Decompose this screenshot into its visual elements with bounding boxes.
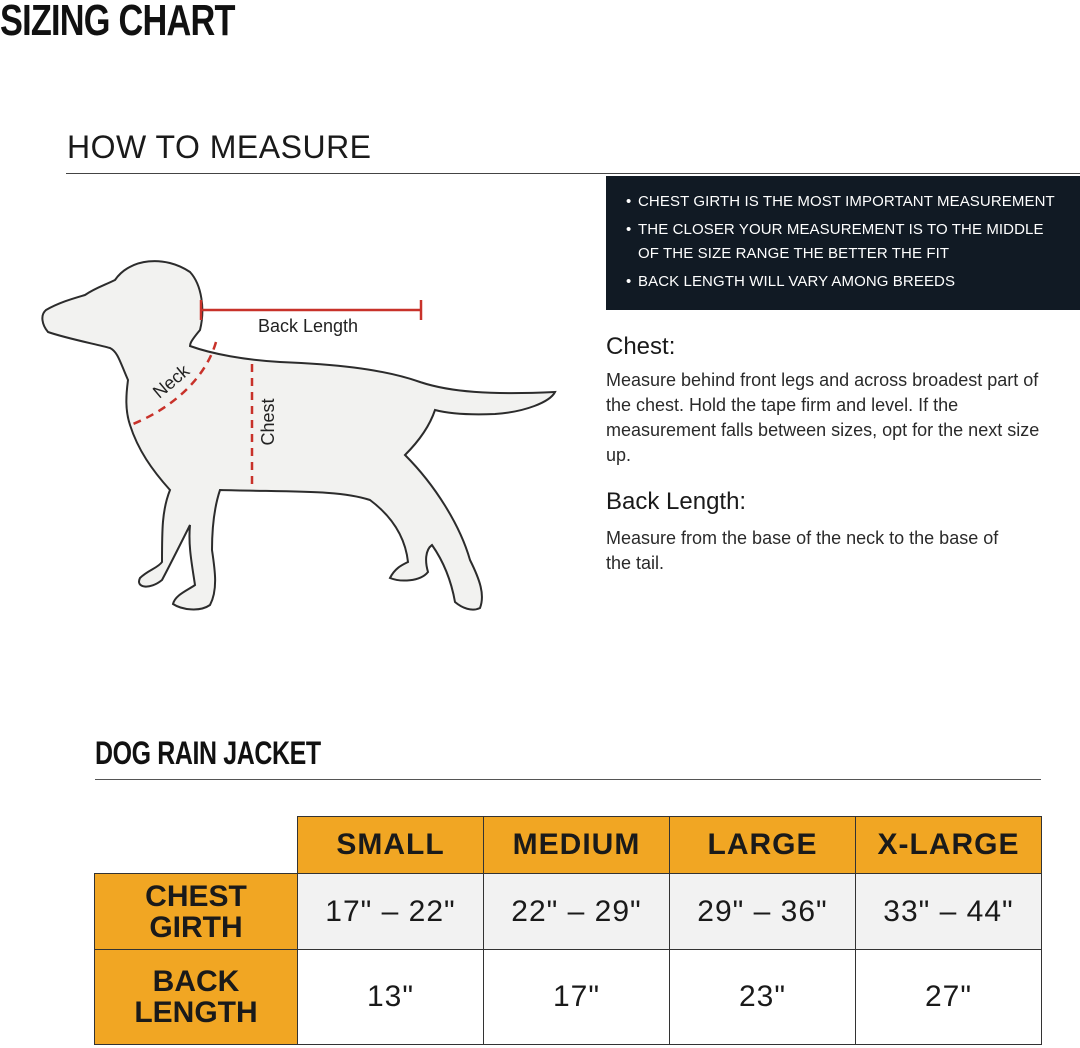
column-header-x-large: X-LARGE <box>856 817 1042 874</box>
column-header-small: SMALL <box>298 817 484 874</box>
back-length-label: Back Length <box>257 316 359 336</box>
note-item: • THE CLOSER YOUR MEASUREMENT IS TO THE MIDDLE OF THE SIZE RANGE THE BETTER THE FIT <box>626 218 1048 266</box>
row-header-chest-girth <box>95 874 298 950</box>
table-cell: 29" – 36" <box>670 874 856 950</box>
note-item: • BACK LENGTH WILL VARY AMONG BREEDS <box>626 270 1062 294</box>
dog-measurement-diagram <box>40 250 570 620</box>
table-cell: 17" <box>484 950 670 1045</box>
table-row <box>95 950 1042 1045</box>
row-header-line: BACK <box>152 965 240 998</box>
table-cell: 17" – 22" <box>298 874 484 950</box>
measurement-notes-box <box>606 176 1080 310</box>
row-header-line: GIRTH <box>149 910 243 944</box>
table-corner <box>95 817 298 874</box>
row-header-line: LENGTH <box>134 996 258 1029</box>
table-cell: 22" – 29" <box>484 874 670 950</box>
back-length-description: Measure from the base of the neck to the base of the tail. <box>606 528 999 573</box>
back-length-title: Back Length: <box>606 488 747 515</box>
row-header-line: CHEST <box>145 879 247 913</box>
product-heading: DOG RAIN JACKET <box>95 735 321 771</box>
size-table <box>94 816 1042 1045</box>
row-header-back-length <box>95 950 298 1045</box>
divider <box>95 779 1041 780</box>
divider <box>66 173 1080 174</box>
table-row <box>95 874 1042 950</box>
note-item: • CHEST GIRTH IS THE MOST IMPORTANT MEASUREMENT <box>626 190 1062 214</box>
table-cell: 33" – 44" <box>856 874 1042 950</box>
chest-title: Chest: <box>606 333 676 360</box>
table-cell: 13" <box>298 950 484 1045</box>
table-cell: 23" <box>670 950 856 1045</box>
table-cell: 27" <box>856 950 1042 1045</box>
chest-description: Measure behind front legs and across broadest part of the chest. Hold the tape firm and level. If the measurement falls between sizes, opt for the next size up. <box>606 370 1040 465</box>
page-title: SIZING CHART <box>0 0 235 45</box>
table-header-row <box>95 817 1042 874</box>
neck-label: Neck <box>149 360 194 403</box>
chest-label: Chest <box>258 398 278 446</box>
column-header-large: LARGE <box>670 817 856 874</box>
dog-silhouette <box>42 261 555 610</box>
how-to-measure-heading: HOW TO MEASURE <box>67 129 372 165</box>
column-header-medium: MEDIUM <box>484 817 670 874</box>
